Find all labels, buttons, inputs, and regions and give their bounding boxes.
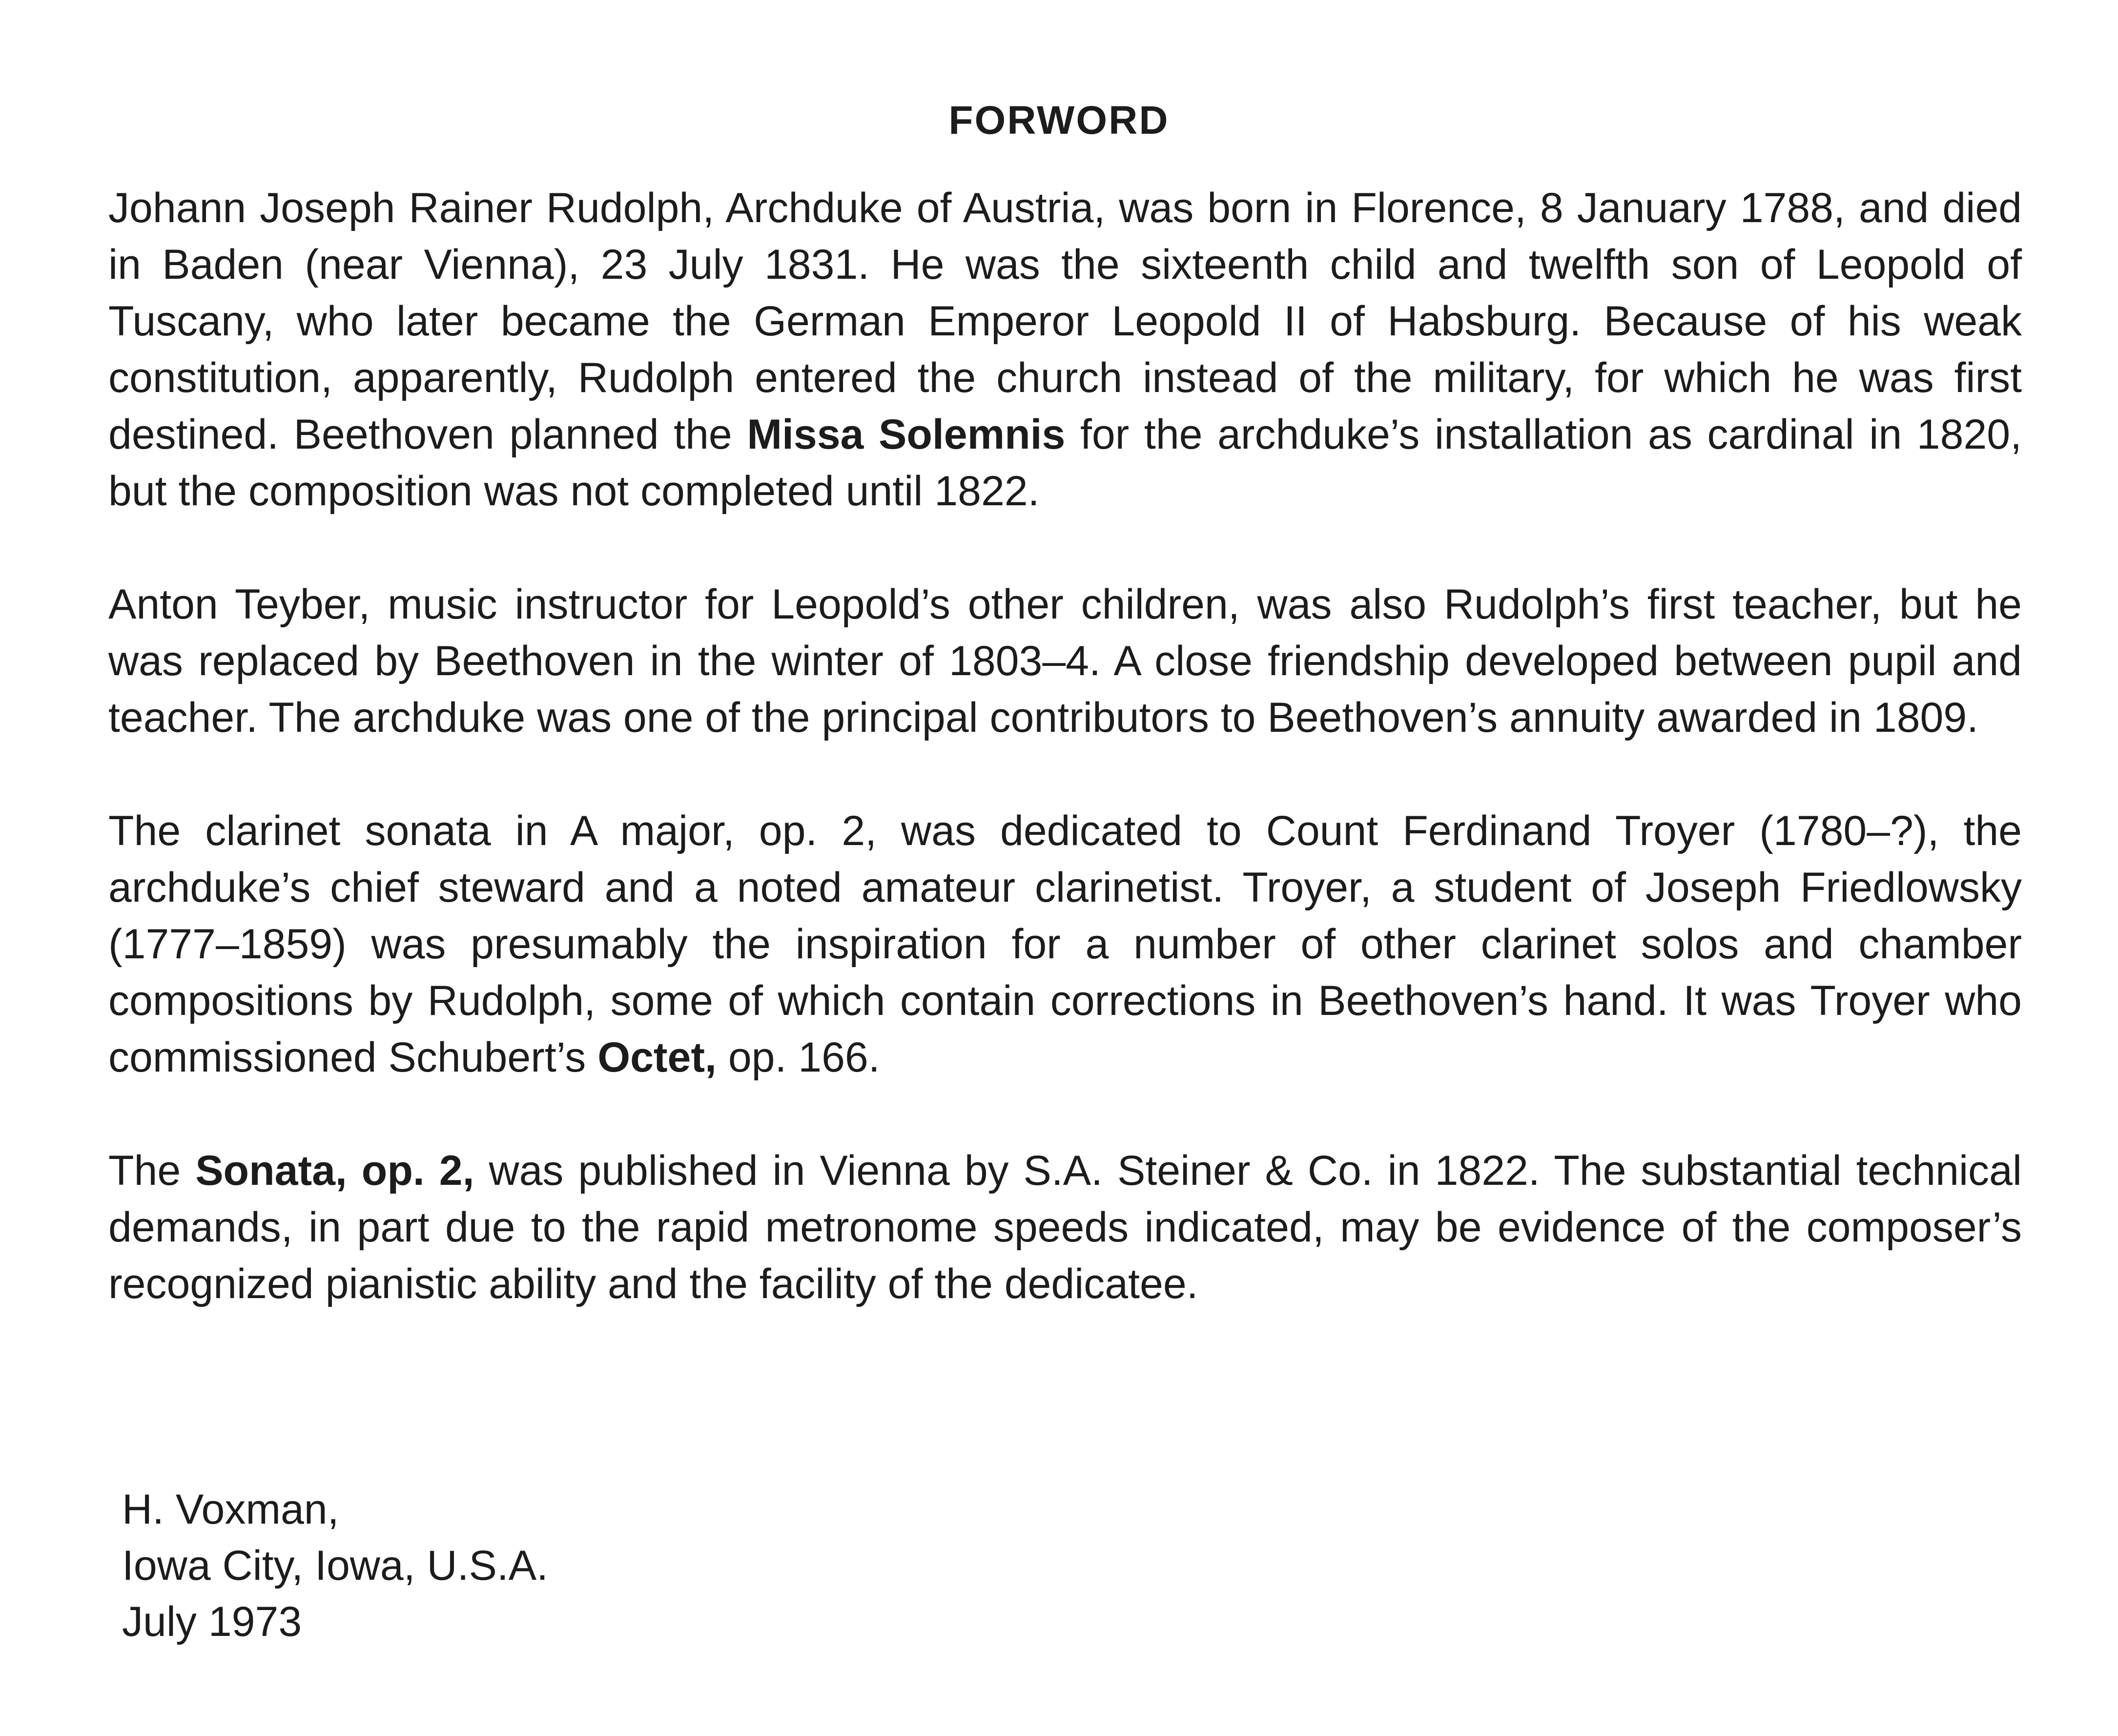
paragraph-2 (108, 576, 2022, 746)
text-segment: Anton Teyber, music instructor for Leopold’s other children, was also Rudolph’s first teacher, but he was replaced by Beethoven in the winter of 1803–4. A close friendship developed between pupil and teacher. The archduke was one of the principal contributors to Beethoven’s annuity awarded in 1809. (108, 581, 2022, 741)
signature-block (122, 1482, 548, 1650)
signature-date: July 1973 (122, 1598, 302, 1645)
bold-title-missa-solemnis: Missa Solemnis (747, 411, 1066, 458)
page-title: FORWORD (948, 98, 1170, 143)
signature-location: Iowa City, Iowa, U.S.A. (122, 1542, 549, 1589)
signature-name: H. Voxman, (122, 1486, 339, 1533)
paragraph-4 (108, 1142, 2022, 1312)
text-segment: for the archduke’s installation as cardinal in 1820, but the composition was not completed until 1822. (108, 411, 2022, 515)
text-segment: The clarinet sonata in A major, op. 2, was dedicated to Count Ferdinand Troyer (1780–?), the archduke’s chief steward and a noted amateur clarinetist. Troyer, a student of Joseph Friedlowsky (1777–1859) was presumably the inspiration for a number of other clarinet solos and chamber compositions by Rudolph, some of which contain corrections in Beethoven’s hand. It was Troyer who commissioned Schubert’s (108, 807, 2022, 1081)
paragraph-1 (108, 180, 2022, 519)
paragraph-3 (108, 803, 2022, 1086)
text-segment: was published in Vienna by S.A. Steiner & Co. in 1822. The substantial technical demands, in part due to the rapid metronome speeds indicated, may be evidence of the composer’s recognized pianistic ability and the facility of the dedicatee. (108, 1147, 2022, 1307)
text-segment: The (108, 1147, 196, 1194)
bold-title-sonata: Sonata, op. 2, (195, 1147, 474, 1194)
text-segment: op. 166. (716, 1034, 880, 1081)
text-segment: Johann Joseph Rainer Rudolph, Archduke of Austria, was born in Florence, 8 January 1788, and died in Baden (near Vienna), 23 July 1831. He was the sixteenth child and twelfth son of Leopold of Tuscany, who later became the German Emperor Leopold II of Habsburg. Because of his weak constitution, apparently, Rudolph entered the church instead of the military, for which he was first destined. Beethoven planned the (108, 185, 2022, 458)
foreword-body (108, 180, 2022, 1369)
bold-title-octet: Octet, (597, 1034, 717, 1081)
